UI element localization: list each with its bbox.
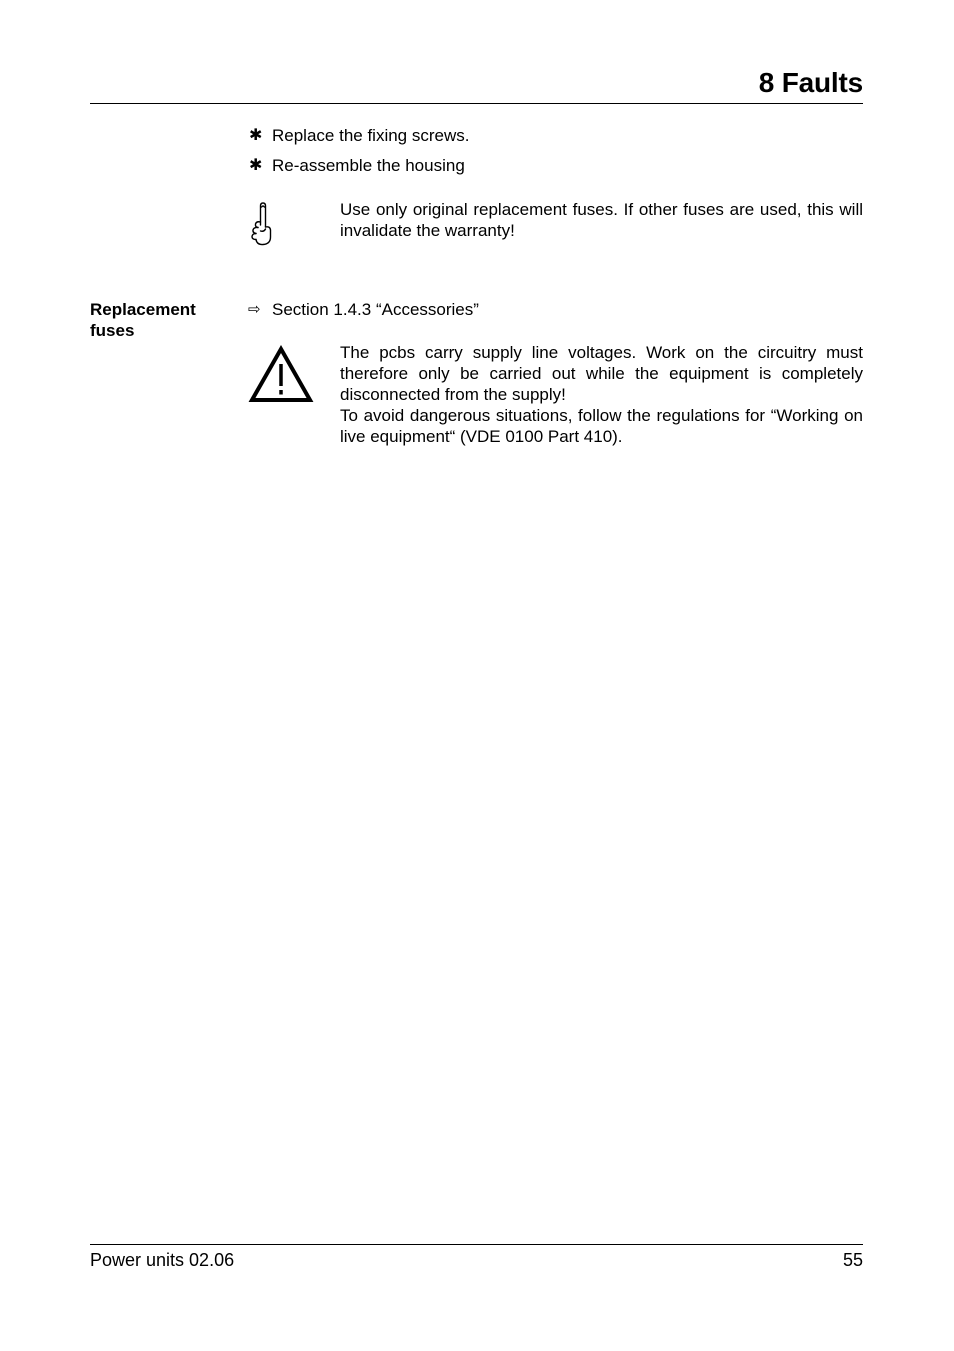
reference-arrow-icon: ⇨	[248, 301, 261, 318]
header-divider	[90, 103, 863, 104]
warning-triangle-icon	[248, 345, 314, 403]
warning-paragraph-1: The pcbs carry supply line voltages. Work on the circuitry must therefore only be carried out while the equipment is completely disconnected from the supply!	[340, 343, 863, 404]
section-reference-link[interactable]: Section 1.4.3 “Accessories”	[272, 300, 479, 319]
step-bullet: ✱	[249, 127, 263, 144]
step-text: Replace the fixing screws.	[272, 126, 470, 145]
page-title: 8 Faults	[758, 67, 863, 98]
warning-text	[340, 342, 863, 447]
warning-paragraph-2: To avoid dangerous situations, follow the regulations for “Working on live equipment“ (VDE 0100 Part 410).	[340, 406, 863, 446]
step-text: Re-assemble the housing	[272, 156, 465, 175]
page-number: 55	[842, 1250, 863, 1270]
footer-document-title: Power units 02.06	[90, 1250, 235, 1270]
footer-divider	[90, 1244, 863, 1245]
pointing-hand-icon	[248, 201, 274, 247]
section-heading-line2: fuses	[90, 321, 135, 340]
note-text: Use only original replacement fuses. If other fuses are used, this will invalidate the warranty!	[340, 200, 863, 240]
section-heading-line1: Replacement	[90, 300, 196, 319]
step-bullet: ✱	[249, 157, 263, 174]
section-heading	[90, 299, 230, 341]
